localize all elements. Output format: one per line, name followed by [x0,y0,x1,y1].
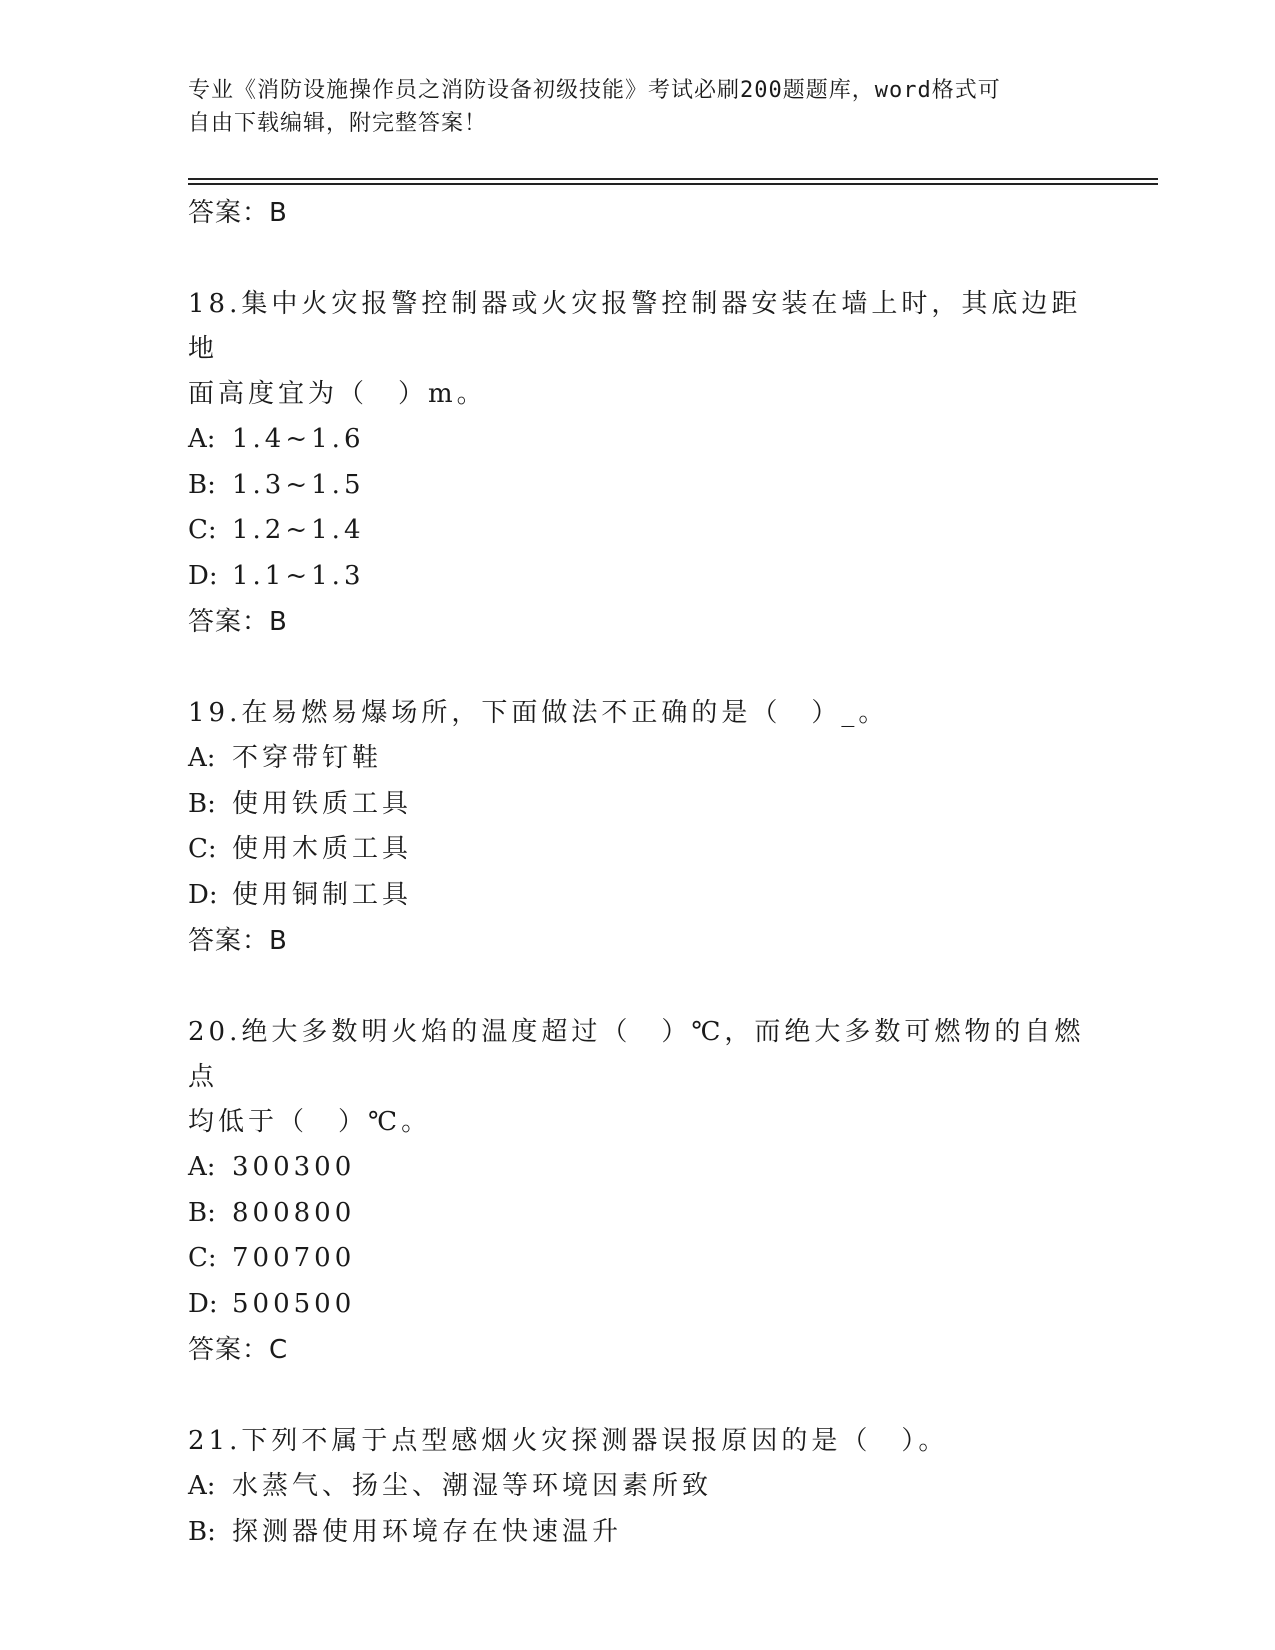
option-letter: A: [188,424,216,454]
question-text [188,691,1088,736]
option-item [188,1191,1088,1237]
spacer [188,964,1088,1010]
option-text: 水蒸气、扬尘、潮湿等环境因素所致 [232,1471,713,1501]
option-text: 使用铜制工具 [232,879,413,910]
question-line: 18.集中火灾报警控制器或火灾报警控制器安装在墙上时，其底边距地 [188,289,1082,364]
spacer [188,236,1088,282]
option-item [188,1464,1088,1510]
option-letter: B: [188,1197,216,1228]
option-text: 探测器使用环境存在快速温升 [232,1516,623,1547]
option-text: 1.2~1.4 [232,515,365,545]
option-text: 700700 [232,1243,356,1273]
option-text: 300300 [232,1152,356,1182]
option-item [188,736,1088,782]
option-letter: D: [188,879,218,910]
option-item [188,827,1088,873]
document-header [188,74,1068,140]
option-text: 不穿带钉鞋 [232,743,383,773]
option-item [188,1282,1088,1328]
option-item [188,508,1088,554]
answer-label: 答案：C [188,1335,289,1365]
option-letter: B: [188,788,216,819]
option-item [188,1510,1088,1556]
question-text [188,1010,1088,1145]
option-letter: B: [188,1516,216,1547]
option-letter: A: [188,1471,216,1501]
question-line: 面高度宜为（ ）m。 [188,379,487,409]
question-line: 19.在易燃易爆场所，下面做法不正确的是（ ）_。 [188,698,889,728]
question-block [188,691,1088,964]
header-line-2: 自由下载编辑，附完整答案！ [188,111,488,136]
option-text: 500500 [232,1288,356,1319]
option-letter: D: [188,560,218,591]
option-letter: B: [188,469,216,500]
header-divider-top [188,178,1158,180]
option-letter: C: [188,1243,217,1273]
option-item [188,873,1088,919]
option-text: 1.1~1.3 [232,560,365,591]
option-text: 1.4~1.6 [232,424,365,454]
header-line-1: 专业《消防设施操作员之消防设备初级技能》考试必刷200题题库，word格式可 [188,78,1001,103]
option-text: 800800 [232,1197,356,1228]
question-list [188,190,1088,1555]
question-line: 20.绝大多数明火焰的温度超过（ ）℃，而绝大多数可燃物的自燃点 [188,1017,1085,1092]
option-item [188,782,1088,828]
option-item [188,554,1088,600]
question-block [188,1419,1088,1555]
header-divider-bottom [188,183,1158,185]
option-letter: A: [188,1152,216,1182]
answer-label: 答案：B [188,926,288,956]
option-text: 使用铁质工具 [232,788,413,819]
question-text [188,282,1088,417]
option-letter: A: [188,743,216,773]
answer-label: 答案：B [188,607,288,637]
option-text: 使用木质工具 [232,834,413,864]
question-block [188,282,1088,645]
spacer [188,1373,1088,1419]
answer-label: 答案：B [188,198,288,228]
question-line: 均低于（ ）℃。 [188,1107,432,1137]
question-block [188,1010,1088,1373]
option-item [188,417,1088,463]
option-letter: D: [188,1288,218,1319]
option-text: 1.3~1.5 [232,469,365,500]
question-line: 21.下列不属于点型感烟火灾探测器误报原因的是（ ）。 [188,1426,949,1456]
question-text [188,1419,1088,1464]
option-item [188,1145,1088,1191]
option-item [188,1236,1088,1282]
option-letter: C: [188,515,217,545]
option-item [188,463,1088,509]
spacer [188,645,1088,691]
option-letter: C: [188,834,217,864]
